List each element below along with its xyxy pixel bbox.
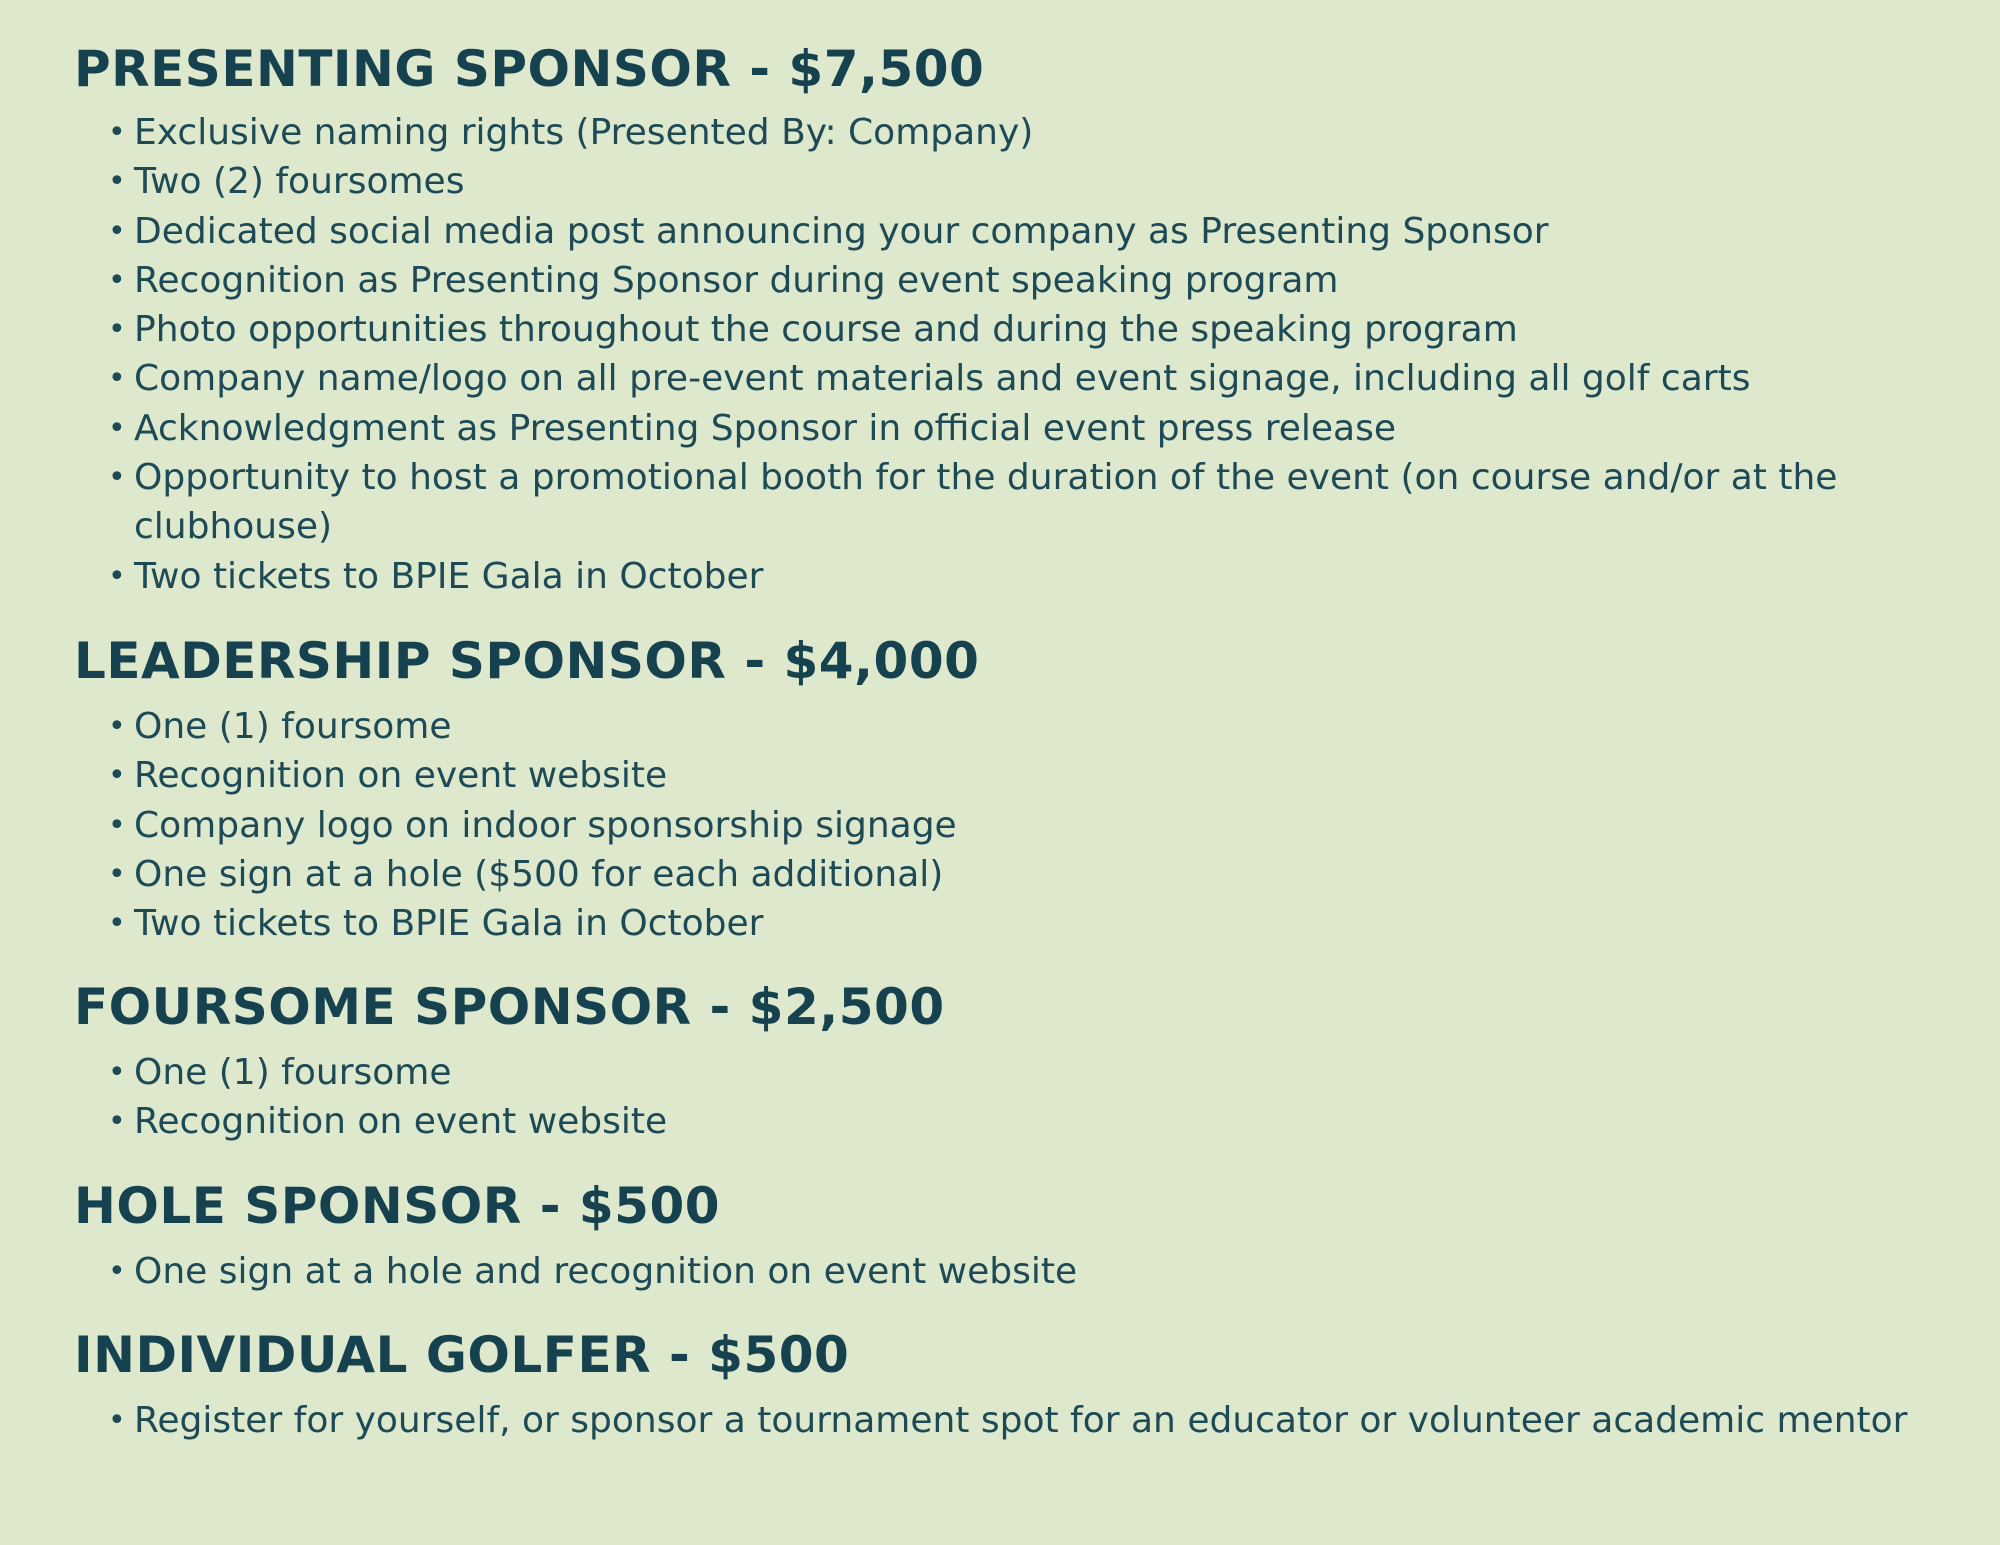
list-item: • Two tickets to BPIE Gala in October bbox=[74, 552, 1934, 601]
bullet-icon: • bbox=[108, 1254, 126, 1289]
benefit-list bbox=[74, 1247, 1934, 1296]
bullet-icon: • bbox=[108, 213, 126, 249]
benefit-list bbox=[74, 702, 1934, 948]
list-item: • One sign at a hole and recognition on event website bbox=[74, 1247, 1934, 1296]
tier-title: HOLE SPONSOR - $500 bbox=[74, 1177, 721, 1235]
tier-leadership-sponsor bbox=[74, 633, 1934, 948]
bullet-icon: • bbox=[108, 709, 126, 744]
bullet-icon: • bbox=[108, 164, 126, 200]
list-item: • Photo opportunities throughout the course and during the speaking program bbox=[74, 305, 1934, 354]
list-item: • Dedicated social media post announcing your company as Presenting Sponsor bbox=[74, 207, 1934, 256]
tier-individual-golfer bbox=[74, 1327, 1934, 1445]
list-item: • Two tickets to BPIE Gala in October bbox=[74, 899, 1934, 948]
benefit-list bbox=[74, 1048, 1934, 1147]
bullet-icon: • bbox=[108, 856, 126, 892]
tier-hole-sponsor bbox=[74, 1178, 1934, 1296]
bullet-icon: • bbox=[108, 410, 126, 446]
list-item: • One (1) foursome bbox=[74, 1048, 1934, 1097]
benefit-list bbox=[74, 1396, 1934, 1445]
tier-presenting-sponsor bbox=[74, 41, 1934, 601]
tier-title: PRESENTING SPONSOR - $7,500 bbox=[74, 40, 985, 98]
list-item: • Opportunity to host a promotional booth for the duration of the event (on course and/or at the clubhouse) bbox=[74, 453, 1934, 552]
tier-foursome-sponsor bbox=[74, 979, 1934, 1147]
list-item: • Register for yourself, or sponsor a tournament spot for an educator or volunteer academic mentor bbox=[74, 1396, 1934, 1445]
list-item: • Exclusive naming rights (Presented By: Company) bbox=[74, 108, 1934, 157]
list-item: • Two (2) foursomes bbox=[74, 157, 1934, 206]
bullet-icon: • bbox=[108, 361, 126, 397]
list-item: • Company name/logo on all pre-event materials and event signage, including all golf carts bbox=[74, 354, 1934, 403]
bullet-icon: • bbox=[108, 558, 126, 594]
benefit-list bbox=[74, 108, 1934, 601]
list-item: • Recognition on event website bbox=[74, 751, 1934, 800]
bullet-icon: • bbox=[108, 115, 126, 150]
list-item: • One sign at a hole ($500 for each additional) bbox=[74, 850, 1934, 899]
bullet-icon: • bbox=[108, 460, 126, 496]
bullet-icon: • bbox=[108, 312, 126, 348]
bullet-icon: • bbox=[108, 1403, 126, 1438]
tier-title: INDIVIDUAL GOLFER - $500 bbox=[74, 1326, 850, 1384]
tier-title: LEADERSHIP SPONSOR - $4,000 bbox=[74, 632, 980, 690]
bullet-icon: • bbox=[108, 906, 126, 942]
list-item: • One (1) foursome bbox=[74, 702, 1934, 751]
tier-title: FOURSOME SPONSOR - $2,500 bbox=[74, 978, 945, 1036]
list-item: • Acknowledgment as Presenting Sponsor in official event press release bbox=[74, 404, 1934, 453]
bullet-icon: • bbox=[108, 758, 126, 794]
bullet-icon: • bbox=[108, 262, 126, 298]
list-item: • Recognition as Presenting Sponsor during event speaking program bbox=[74, 256, 1934, 305]
bullet-icon: • bbox=[108, 807, 126, 843]
list-item: • Recognition on event website bbox=[74, 1097, 1934, 1146]
bullet-icon: • bbox=[108, 1104, 126, 1140]
list-item: • Company logo on indoor sponsorship signage bbox=[74, 801, 1934, 850]
bullet-icon: • bbox=[108, 1055, 126, 1090]
